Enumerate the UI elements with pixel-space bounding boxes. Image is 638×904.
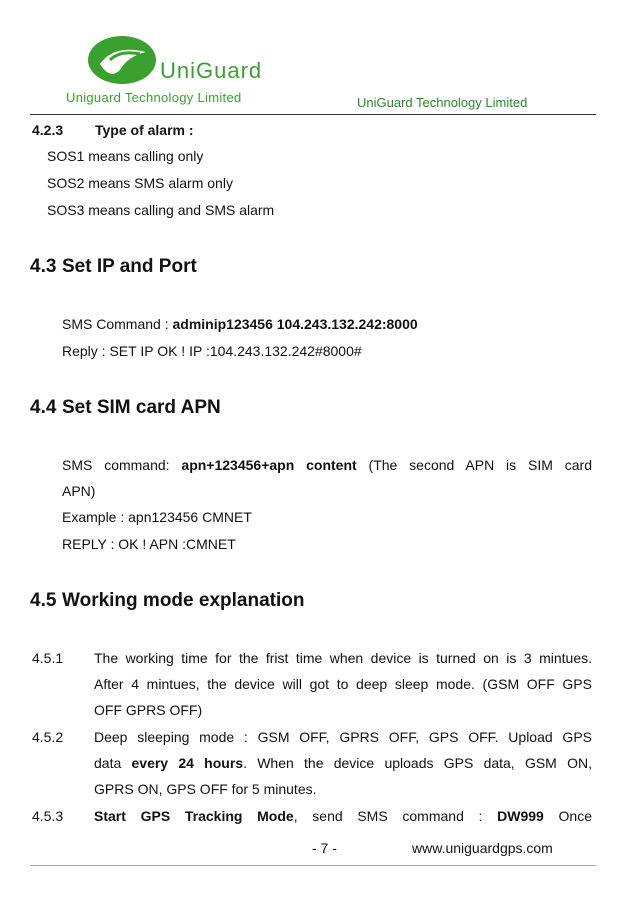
reply-line: Reply : SET IP OK ! IP :104.243.132.242#8000# [62, 343, 362, 359]
logo-subtitle: Uniguard Technology Limited [66, 90, 242, 105]
footer-website: www.uniguardgps.com [412, 840, 553, 856]
section-title-4-4: Set SIM card APN [62, 397, 221, 418]
sms-command-note-continued: APN) [62, 483, 96, 499]
sms-command-value: apn+123456+apn content [181, 457, 357, 473]
sms-command-label: SMS Command : [62, 316, 173, 332]
alarm-type-line: SOS3 means calling and SMS alarm [47, 202, 275, 218]
sms-command-value: adminip123456 104.243.132.242:8000 [172, 316, 418, 332]
item-text-part: Once [543, 808, 593, 824]
item-text-line [94, 807, 592, 825]
section-title-4-3: Set IP and Port [62, 256, 197, 277]
item-text-line: Deep sleeping mode : GSM OFF, GPRS OFF, GPS OFF. Upload GPS [94, 729, 592, 745]
item-number-4-5-1: 4.5.1 [32, 650, 64, 666]
item-text-emphasis: DW999 [497, 808, 544, 824]
alarm-type-line: SOS1 means calling only [47, 148, 204, 164]
section-number-4-3: 4.3 [30, 256, 57, 277]
sms-command-line [62, 456, 592, 474]
header-company-name: UniGuard Technology Limited [357, 95, 528, 110]
item-text-line: After 4 mintues, the device will got to deep sleep mode. (GSM OFF GPS [94, 676, 592, 692]
footer-divider [30, 865, 596, 866]
section-title-4-5: Working mode explanation [62, 590, 305, 611]
item-text-line: GPRS ON, GPS OFF for 5 minutes. [94, 781, 317, 797]
sms-command-line [62, 315, 418, 333]
page-number: - 7 - [312, 840, 337, 856]
reply-line: REPLY : OK ! APN :CMNET [62, 536, 236, 552]
item-text-part: , send SMS command : [293, 808, 498, 824]
item-text-part: data [94, 755, 132, 771]
section-number-4-5: 4.5 [30, 590, 57, 611]
alarm-type-line: SOS2 means SMS alarm only [47, 175, 233, 191]
header-divider [30, 114, 596, 115]
item-text-emphasis: Start GPS Tracking Mode [94, 808, 294, 824]
item-text-part: . When the device uploads GPS data, GSM ON, [243, 755, 592, 771]
section-number-4-2-3: 4.2.3 [32, 122, 64, 138]
item-number-4-5-3: 4.5.3 [32, 808, 64, 824]
item-text-line [94, 754, 592, 772]
section-number-4-4: 4.4 [30, 397, 57, 418]
item-text-emphasis: every 24 hours [131, 755, 244, 771]
example-line: Example : apn123456 CMNET [62, 509, 252, 525]
item-number-4-5-2: 4.5.2 [32, 729, 64, 745]
logo-wordmark: UniGuard [160, 58, 263, 83]
item-text-line: The working time for the frist time when device is turned on is 3 mintues. [94, 650, 592, 666]
sms-command-label: SMS command: [62, 457, 182, 473]
sms-command-note: (The second APN is SIM card [356, 457, 592, 473]
section-title-4-2-3: Type of alarm : [95, 122, 194, 138]
item-text-line: OFF GPRS OFF) [94, 702, 203, 718]
